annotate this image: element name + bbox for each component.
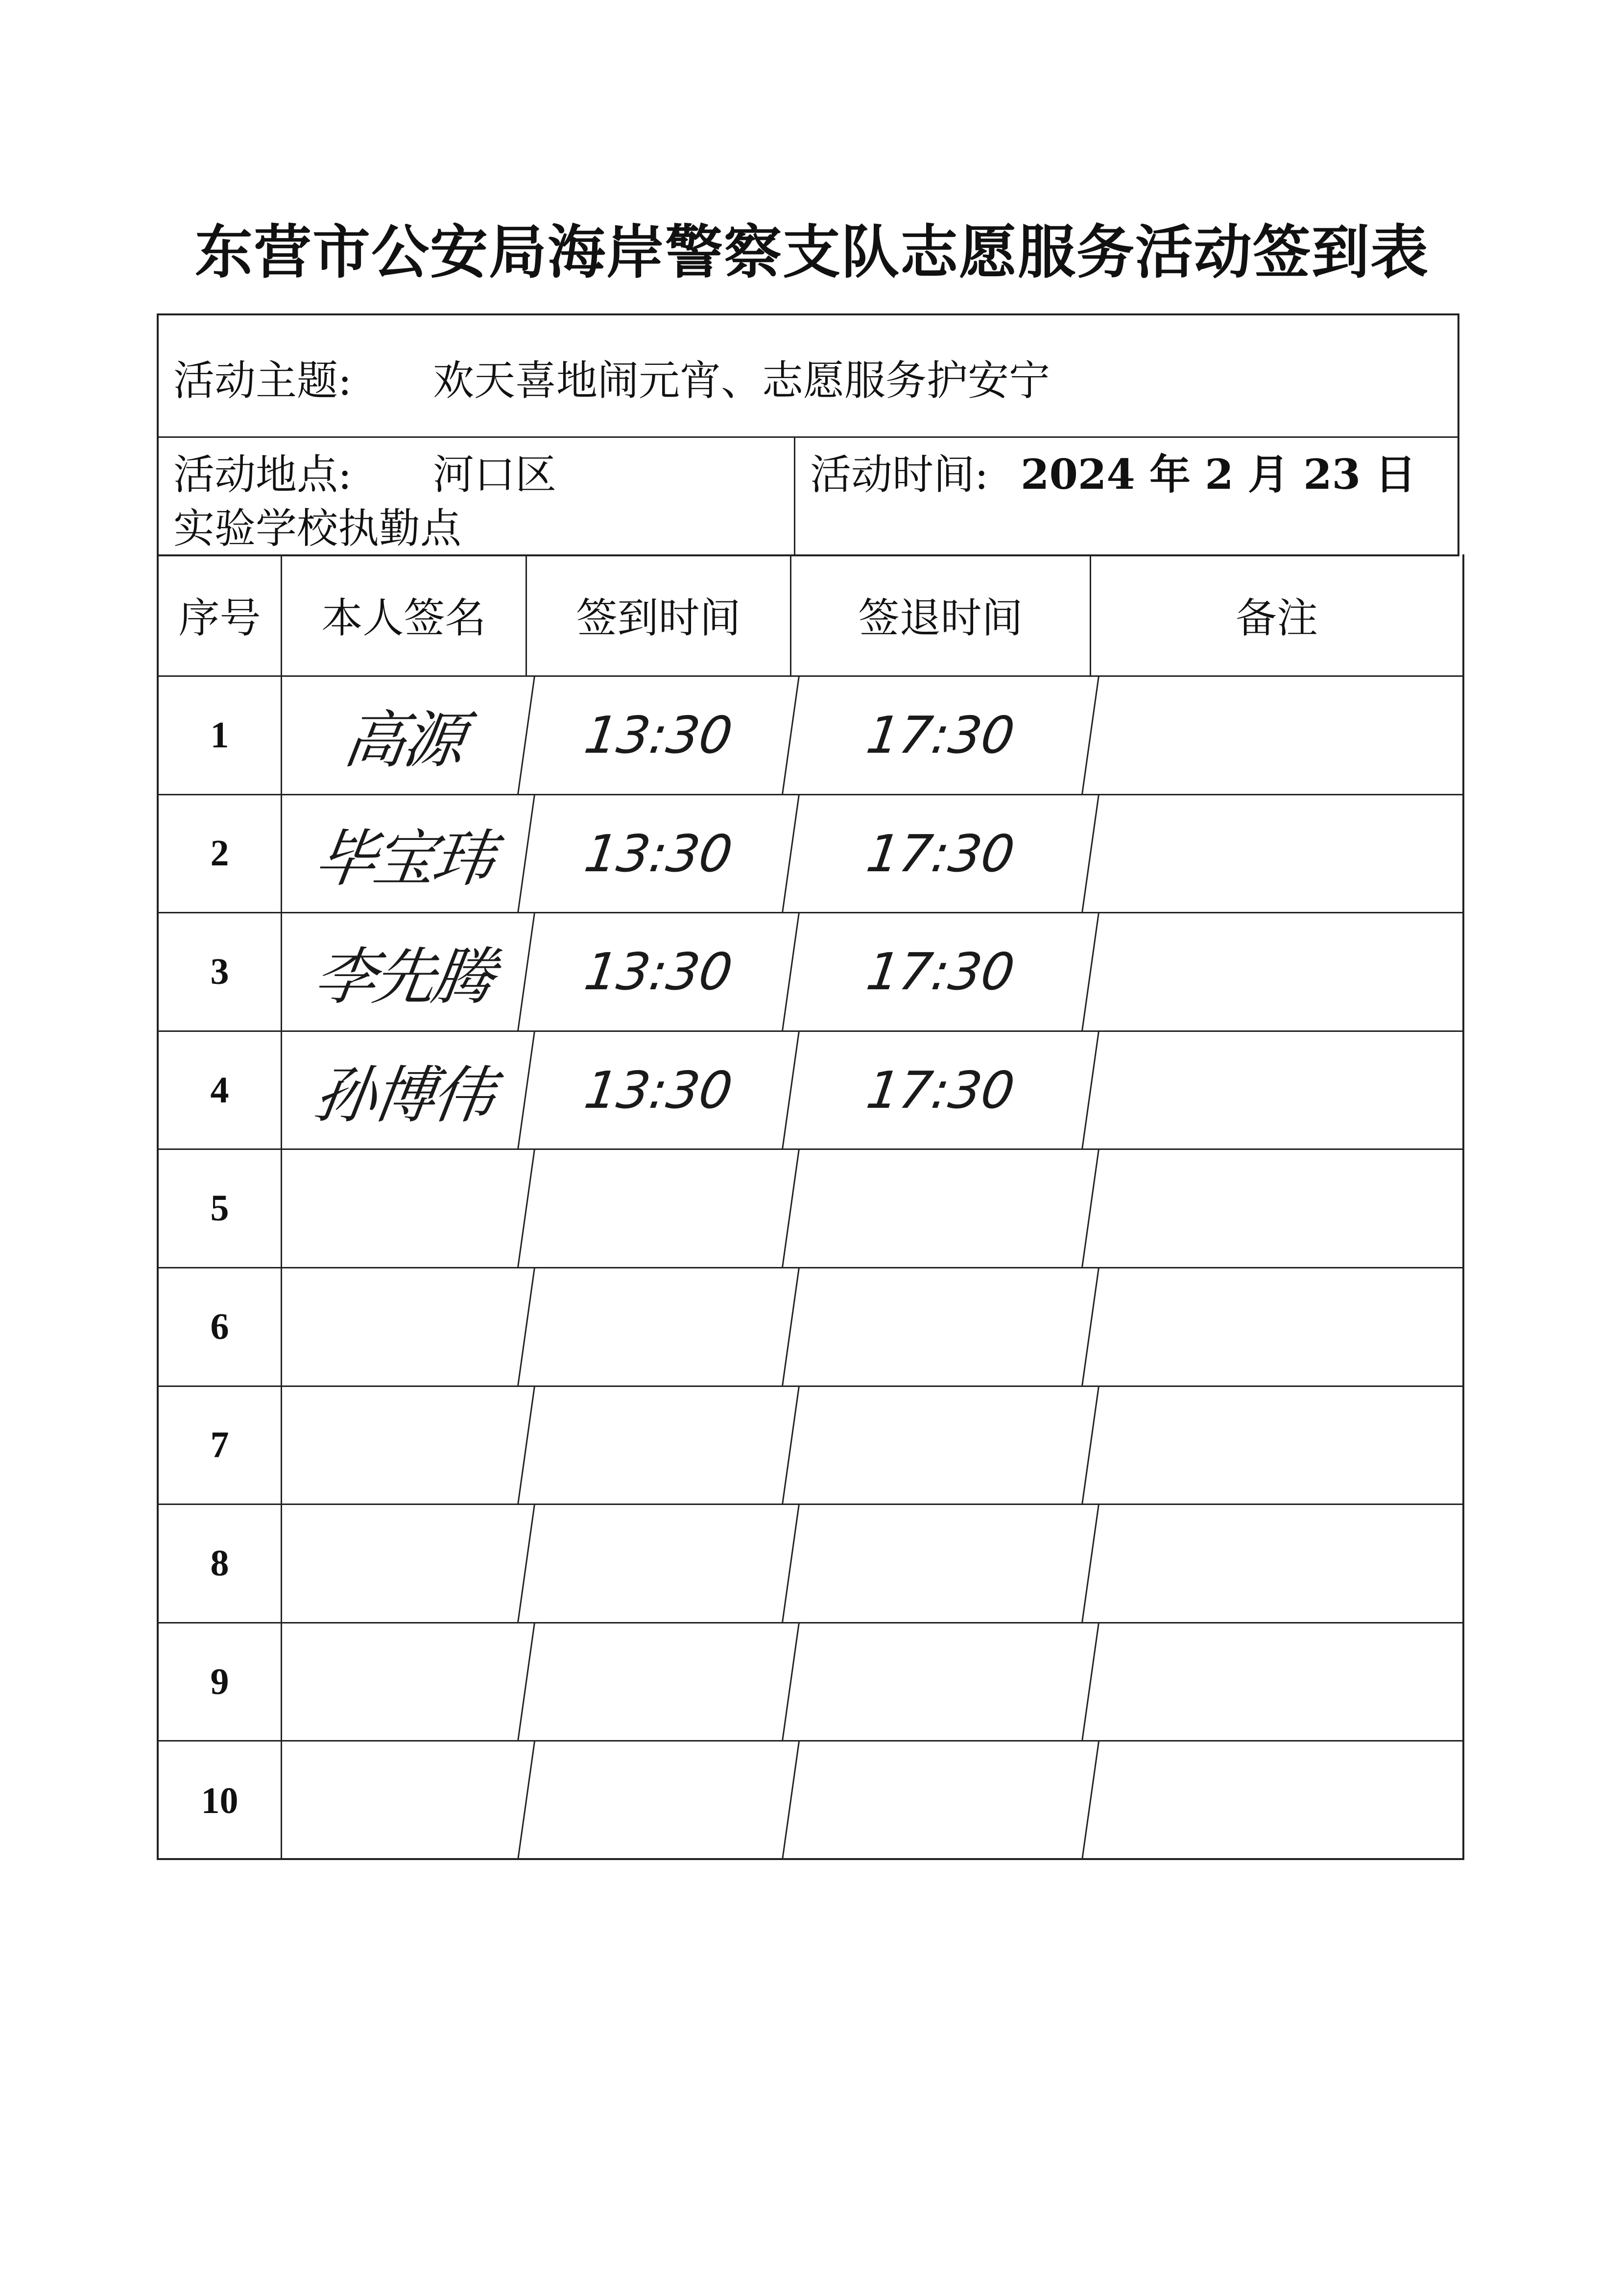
sign-in-time: 13:30 [519,1032,800,1149]
row-number: 9 [159,1624,282,1741]
page-title: 东营市公安局海岸警察支队志愿服务活动签到表 [194,218,1429,286]
sign-in-time: 13:30 [519,913,800,1030]
row-number: 3 [159,913,282,1030]
sign-in-time: 13:30 [519,795,800,912]
signature-cell [274,1387,535,1504]
signature-cell: 高源 [274,677,535,794]
table-row [159,1032,1462,1150]
activity-theme-row [159,315,1457,438]
table-row [159,1624,1462,1742]
sign-out-time [783,1624,1099,1741]
signature-cell [274,1505,535,1622]
place-cell [159,438,795,556]
activity-place-time-row [159,438,1457,556]
signature-cell [274,1624,535,1741]
column-header: 签退时间 [791,554,1091,675]
sign-out-time: 17:30 [783,677,1099,794]
sign-in-time [519,1624,800,1741]
column-header: 签到时间 [527,554,791,675]
sign-in-time: 13:30 [519,677,800,794]
sign-out-time [783,1150,1099,1267]
signature-cell: 李先腾 [274,913,535,1030]
table-row [159,1505,1462,1624]
note-cell [1091,1150,1462,1267]
row-number: 1 [159,677,282,794]
row-number: 4 [159,1032,282,1149]
table-row [159,1268,1462,1387]
row-number: 10 [159,1742,282,1860]
row-number: 5 [159,1150,282,1267]
place-value-line1: 河口区 [433,451,557,499]
signin-table [157,554,1464,1860]
signature-cell: 毕宝玮 [274,795,535,912]
activity-info-table [157,313,1459,556]
theme-label: 活动主题: [173,357,352,405]
sign-out-time: 17:30 [783,795,1099,912]
table-row [159,795,1462,914]
place-value-line2: 实验学校执勤点 [173,504,462,552]
sign-out-time [783,1505,1099,1622]
row-number: 7 [159,1387,282,1504]
table-row [159,913,1462,1032]
signature-cell: 孙博伟 [274,1032,535,1149]
sign-in-time [519,1268,800,1385]
table-row [159,677,1462,795]
note-cell [1091,913,1462,1030]
sign-in-time [519,1150,800,1267]
sign-out-time [783,1268,1099,1385]
column-header: 备注 [1235,594,1318,642]
note-cell [1091,1624,1462,1741]
note-cell [1091,1268,1462,1385]
table-row [159,1387,1462,1505]
column-header: 序号 [159,554,282,675]
column-header: 本人签名 [282,554,527,675]
row-number: 2 [159,795,282,912]
row-number: 8 [159,1505,282,1622]
theme-value: 欢天喜地闹元宵、志愿服务护安宁 [433,357,1051,405]
table-header-row [159,554,1462,677]
note-cell [1091,1742,1462,1860]
signature-cell [274,1150,535,1267]
note-cell [1091,1505,1462,1622]
sign-in-time [519,1505,800,1622]
signature-cell [274,1742,535,1860]
note-cell [1091,1032,1462,1149]
signature-cell [274,1268,535,1385]
sign-out-time: 17:30 [783,1032,1099,1149]
note-cell [1091,795,1462,912]
table-row [159,1742,1462,1860]
sign-out-time [783,1387,1099,1504]
place-label: 活动地点: [173,451,352,499]
sign-out-time [783,1742,1099,1860]
row-number: 6 [159,1268,282,1385]
time-value: 2024 年 2 月 23 日 [1021,450,1416,499]
sign-out-time: 17:30 [783,913,1099,1030]
note-cell [1091,1387,1462,1504]
note-cell [1091,677,1462,794]
table-row [159,1150,1462,1268]
time-label: 活动时间: [810,451,989,499]
sign-in-time [519,1387,800,1504]
sign-in-time [519,1742,800,1860]
